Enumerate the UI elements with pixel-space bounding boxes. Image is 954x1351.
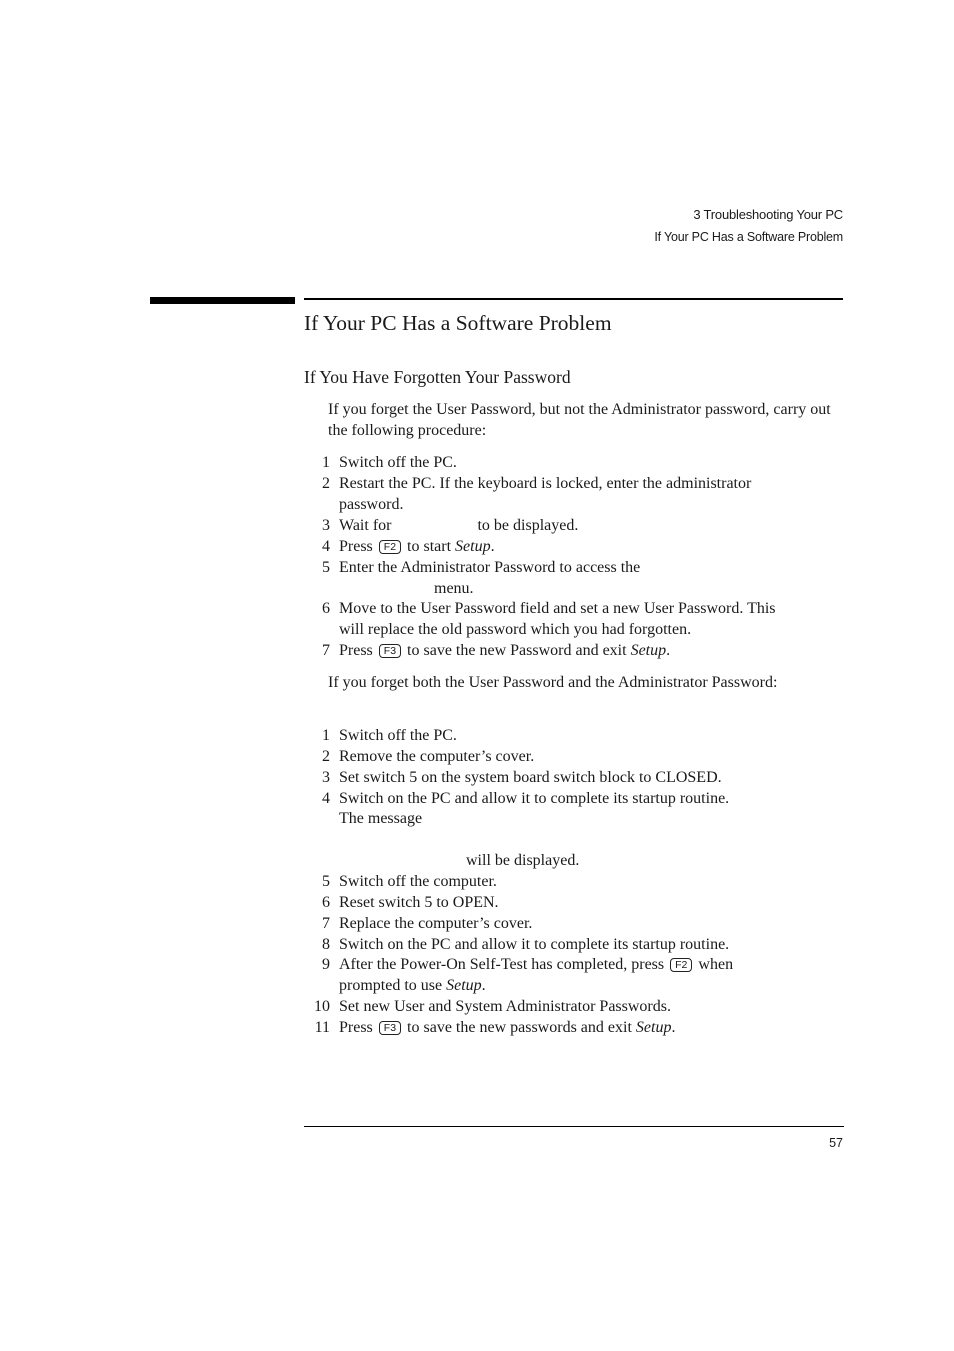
step-text: Remove the computer’s cover. (339, 748, 535, 765)
step-number: 7 (322, 642, 330, 659)
step-number: 11 (314, 1019, 330, 1036)
f2-key-icon: F2 (379, 540, 401, 554)
step-text: Press F3 to save the new passwords and exit Setup. (339, 1019, 676, 1036)
step-number: 7 (322, 915, 330, 932)
step-text: Switch on the PC and allow it to complete its startup routine. (339, 790, 730, 807)
step-text: Replace the computer’s cover. (339, 915, 533, 932)
step-number: 8 (322, 936, 330, 953)
step-text: menu. (434, 580, 474, 597)
step-text: will be displayed. (466, 852, 580, 869)
step-number: 2 (322, 748, 330, 765)
intro-paragraph-1: If you forget the User Password, but not the Administrator password, carry out the following procedure: (328, 401, 831, 439)
step-number: 10 (314, 998, 330, 1015)
step-text: password. (339, 496, 404, 513)
step-number: 1 (322, 727, 330, 744)
step-text: will replace the old password which you had forgotten. (339, 621, 692, 638)
page-number: 57 (829, 1136, 843, 1150)
step-number: 4 (322, 790, 330, 807)
f2-key-icon: F2 (670, 958, 692, 972)
step-text: The message (339, 810, 423, 827)
step-number: 3 (322, 517, 330, 534)
step-text: Restart the PC. If the keyboard is locked, enter the administrator (339, 475, 752, 492)
step-text: Switch off the computer. (339, 873, 497, 890)
step-number: 6 (322, 600, 330, 617)
step-number: 5 (322, 873, 330, 890)
footer-rule (304, 1126, 844, 1127)
section-rule-thin (304, 298, 843, 300)
step-text: After the Power-On Self-Test has completed, press F2 when (339, 956, 734, 973)
step-number: 2 (322, 475, 330, 492)
step-text: Enter the Administrator Password to access the (339, 559, 641, 576)
section-rule-thick (150, 297, 295, 304)
step-text: Switch off the PC. (339, 454, 457, 471)
section-title: If Your PC Has a Software Problem (304, 311, 612, 335)
step-text: Press F3 to save the new Password and exit Setup. (339, 642, 671, 659)
intro-paragraph-2: If you forget both the User Password and the Administrator Password: (328, 674, 778, 691)
step-text: Press F2 to start Setup. (339, 538, 495, 555)
f3-key-icon: F3 (379, 1021, 401, 1035)
step-text: Wait for to be displayed. (339, 517, 579, 534)
step-text: Set switch 5 on the system board switch block to CLOSED. (339, 769, 722, 786)
step-number: 9 (322, 956, 330, 973)
step-text: Set new User and System Administrator Passwords. (339, 998, 671, 1015)
step-text: Move to the User Password field and set a new User Password. This (339, 600, 776, 617)
subsection-title: If You Have Forgotten Your Password (304, 367, 571, 387)
running-header-section: If Your PC Has a Software Problem (654, 230, 843, 244)
step-text: Switch on the PC and allow it to complete its startup routine. (339, 936, 730, 953)
step-text: Reset switch 5 to OPEN. (339, 894, 499, 911)
step-text: Switch off the PC. (339, 727, 457, 744)
step-number: 4 (322, 538, 330, 555)
running-header-chapter: 3 Troubleshooting Your PC (693, 207, 843, 222)
step-text: prompted to use Setup. (339, 977, 486, 994)
f3-key-icon: F3 (379, 644, 401, 658)
step-number: 6 (322, 894, 330, 911)
step-number: 1 (322, 454, 330, 471)
step-number: 3 (322, 769, 330, 786)
step-number: 5 (322, 559, 330, 576)
